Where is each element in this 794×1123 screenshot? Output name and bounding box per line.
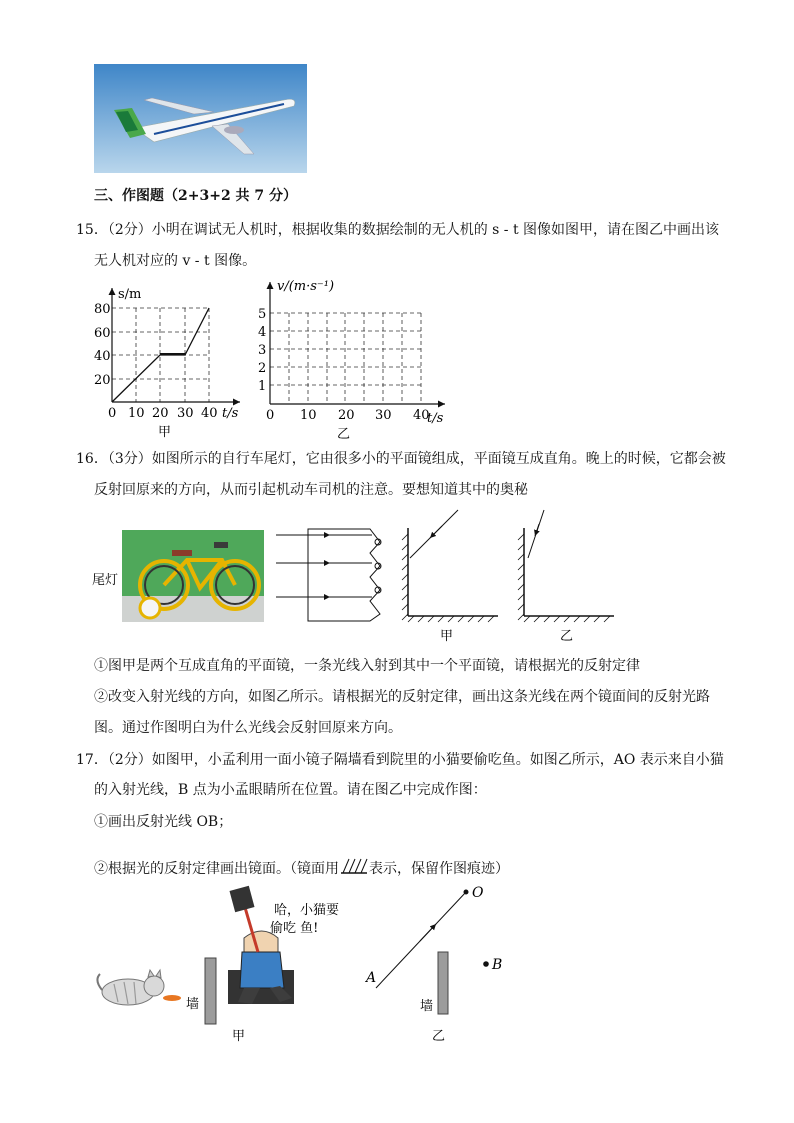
bicycle-photo bbox=[92, 530, 264, 622]
ytick-5: 5 bbox=[258, 307, 267, 322]
fish-icon bbox=[163, 995, 181, 1001]
ytick-3: 3 bbox=[258, 343, 267, 358]
point-A-label: A bbox=[366, 970, 377, 986]
airplane-photo bbox=[94, 64, 307, 173]
q17-item2 bbox=[94, 855, 509, 879]
xtick-0: 0 bbox=[266, 408, 275, 423]
q17-item2-pre: ②根据光的反射定律画出镜面。（镜面用 bbox=[94, 861, 339, 877]
wall-label-jia: 墙 bbox=[186, 997, 200, 1012]
section-title: 三、作图题（2+3+2 共 7 分） bbox=[94, 188, 298, 204]
point-O-label: O bbox=[472, 885, 484, 901]
mirror-symbol-icon bbox=[339, 855, 369, 875]
xtick-10: 10 bbox=[300, 408, 317, 423]
ytick-1: 1 bbox=[258, 379, 267, 394]
x-axis-label: t/s bbox=[427, 411, 444, 426]
mirror-yi bbox=[514, 506, 616, 646]
graph-jia bbox=[90, 282, 250, 440]
cat-icon bbox=[97, 970, 164, 1005]
caption-jia-q17: 甲 bbox=[232, 1029, 246, 1044]
xtick-30: 30 bbox=[177, 406, 194, 421]
xtick-10: 10 bbox=[128, 406, 145, 421]
x-axis-label: t/s bbox=[222, 406, 239, 421]
q16-item2-line1: ②改变入射光线的方向，如图乙所示。请根据光的反射定律，画出这条光线在两个镜面间的反射光路 bbox=[94, 689, 710, 705]
taillight-label: 尾灯 bbox=[92, 573, 119, 588]
graph-jia-caption: 甲 bbox=[158, 425, 172, 440]
ytick-2: 2 bbox=[258, 361, 267, 376]
xtick-30: 30 bbox=[375, 408, 392, 423]
graph-yi bbox=[255, 276, 465, 442]
figure-yi bbox=[360, 880, 520, 1046]
xtick-40: 40 bbox=[413, 408, 430, 423]
xtick-20: 20 bbox=[152, 406, 169, 421]
point-B-label: B bbox=[492, 957, 503, 973]
caption-yi-q17: 乙 bbox=[432, 1029, 446, 1044]
q15-text-line1: 15．（2分）小明在调试无人机时，根据收集的数据绘制的无人机的 s - t 图像如图甲，请在图乙中画出该 bbox=[76, 222, 720, 238]
ytick-40: 40 bbox=[94, 349, 111, 364]
q16-text-line1: 16．（3分）如图所示的自行车尾灯，它由很多小的平面镜组成，平面镜互成直角。晚上的时候，它都会被 bbox=[76, 451, 726, 467]
ytick-4: 4 bbox=[258, 325, 267, 340]
ytick-20: 20 bbox=[94, 373, 111, 388]
point-O bbox=[464, 890, 469, 895]
wall-jia bbox=[205, 958, 216, 1024]
reflector-diagram bbox=[272, 525, 392, 625]
q15-text-line2: 无人机对应的 v - t 图像。 bbox=[94, 253, 257, 269]
speech-line1: 哈，小猫要 bbox=[274, 903, 340, 918]
q17-item2-post: 表示，保留作图痕迹） bbox=[369, 861, 509, 877]
ytick-60: 60 bbox=[94, 326, 111, 341]
xtick-0: 0 bbox=[108, 406, 117, 421]
caption-jia: 甲 bbox=[440, 629, 454, 644]
wall-yi bbox=[438, 952, 448, 1014]
caption-yi: 乙 bbox=[560, 629, 574, 644]
xtick-40: 40 bbox=[201, 406, 218, 421]
wall-label-yi: 墙 bbox=[420, 999, 434, 1014]
q17-item1: ①画出反射光线 OB； bbox=[94, 814, 233, 830]
figure-jia bbox=[94, 880, 354, 1046]
mirror-jia bbox=[398, 506, 504, 646]
y-axis-label: v/(m·s⁻¹) bbox=[277, 279, 335, 294]
xtick-20: 20 bbox=[338, 408, 355, 423]
point-B bbox=[483, 961, 489, 967]
q17-text-line1: 17．（2分）如图甲，小孟利用一面小镜子隔墙看到院里的小猫要偷吃鱼。如图乙所示，AO 表示来自小猫 bbox=[76, 752, 724, 768]
q16-item1: ①图甲是两个互成直角的平面镜，一条光线入射到其中一个平面镜，请根据光的反射定律 bbox=[94, 658, 640, 674]
q16-text-line2: 反射回原来的方向，从而引起机动车司机的注意。要想知道其中的奥秘 bbox=[94, 482, 528, 498]
graph-yi-caption: 乙 bbox=[337, 427, 351, 442]
q16-item2-line2: 图。通过作图明白为什么光线会反射回原来方向。 bbox=[94, 720, 402, 736]
speech-line2: 偷吃 鱼! bbox=[270, 921, 319, 936]
ytick-80: 80 bbox=[94, 302, 111, 317]
y-axis-label: s/m bbox=[118, 287, 142, 302]
q17-text-line2: 的入射光线，B 点为小孟眼睛所在位置。请在图乙中完成作图： bbox=[94, 782, 487, 798]
